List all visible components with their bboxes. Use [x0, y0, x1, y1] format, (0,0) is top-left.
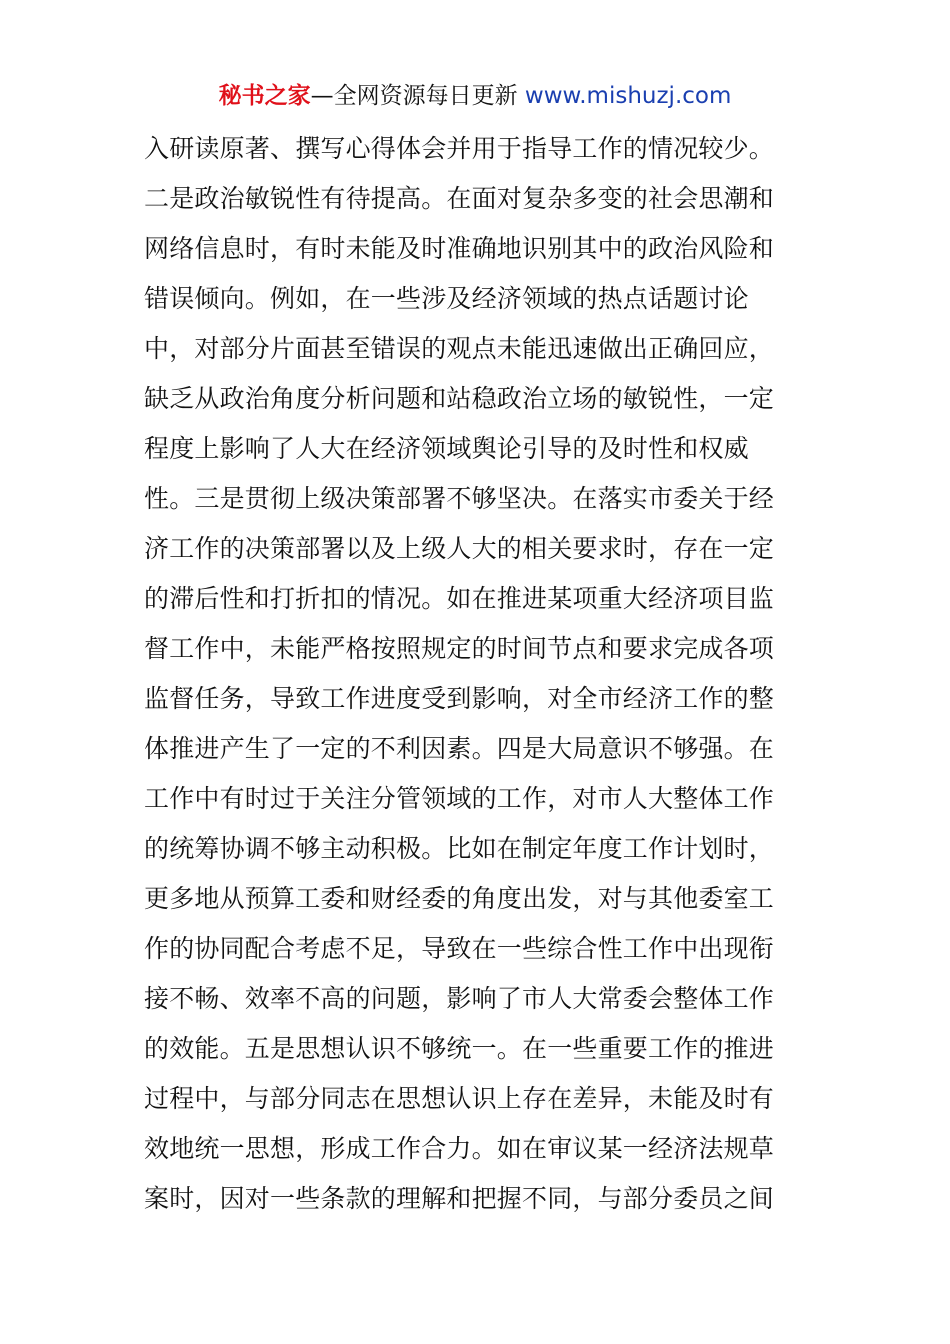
- text-line: 过程中，与部分同志在思想认识上存在差异，未能及时有: [144, 1084, 775, 1113]
- text-line: 中，对部分片面甚至错误的观点未能迅速做出正确回应，: [144, 334, 775, 363]
- text-line: 二是政治敏锐性有待提高。在面对复杂多变的社会思潮和: [144, 184, 775, 213]
- text-line: 程度上影响了人大在经济领域舆论引导的及时性和权威: [144, 434, 749, 463]
- site-brand: 秘书之家: [218, 83, 311, 109]
- text-line: 体推进产生了一定的不利因素。四是大局意识不够强。在: [144, 734, 775, 763]
- text-line: 更多地从预算工委和财经委的角度出发，对与其他委室工: [144, 884, 775, 913]
- text-line: 性。三是贯彻上级决策部署不够坚决。在落实市委关于经: [144, 484, 775, 513]
- text-line: 案时，因对一些条款的理解和把握不同，与部分委员之间: [144, 1184, 775, 1213]
- text-line: 的统筹协调不够主动积极。比如在制定年度工作计划时，: [144, 834, 775, 863]
- text-line: 接不畅、效率不高的问题，影响了市人大常委会整体工作: [144, 984, 775, 1013]
- text-line: 入研读原著、撰写心得体会并用于指导工作的情况较少。: [144, 134, 775, 163]
- document-body: [144, 124, 824, 1224]
- site-header: [0, 80, 950, 112]
- text-line: 济工作的决策部署以及上级人大的相关要求时，存在一定: [144, 534, 775, 563]
- text-line: 缺乏从政治角度分析问题和站稳政治立场的敏锐性，一定: [144, 384, 775, 413]
- text-line: 效地统一思想，形成工作合力。如在审议某一经济法规草: [144, 1134, 775, 1163]
- text-line: 督工作中，未能严格按照规定的时间节点和要求完成各项: [144, 634, 775, 663]
- text-line: 错误倾向。例如，在一些涉及经济领域的热点话题讨论: [144, 284, 749, 313]
- site-tagline: —全网资源每日更新: [310, 83, 525, 109]
- text-line: 监督任务，导致工作进度受到影响，对全市经济工作的整: [144, 684, 775, 713]
- text-line: 工作中有时过于关注分管领域的工作，对市人大整体工作: [144, 784, 775, 813]
- text-line: 的滞后性和打折扣的情况。如在推进某项重大经济项目监: [144, 584, 775, 613]
- text-line: 的效能。五是思想认识不够统一。在一些重要工作的推进: [144, 1034, 775, 1063]
- site-url-link[interactable]: www.mishuzj.com: [524, 83, 732, 109]
- text-line: 网络信息时，有时未能及时准确地识别其中的政治风险和: [144, 234, 775, 263]
- text-line: 作的协同配合考虑不足，导致在一些综合性工作中出现衔: [144, 934, 775, 963]
